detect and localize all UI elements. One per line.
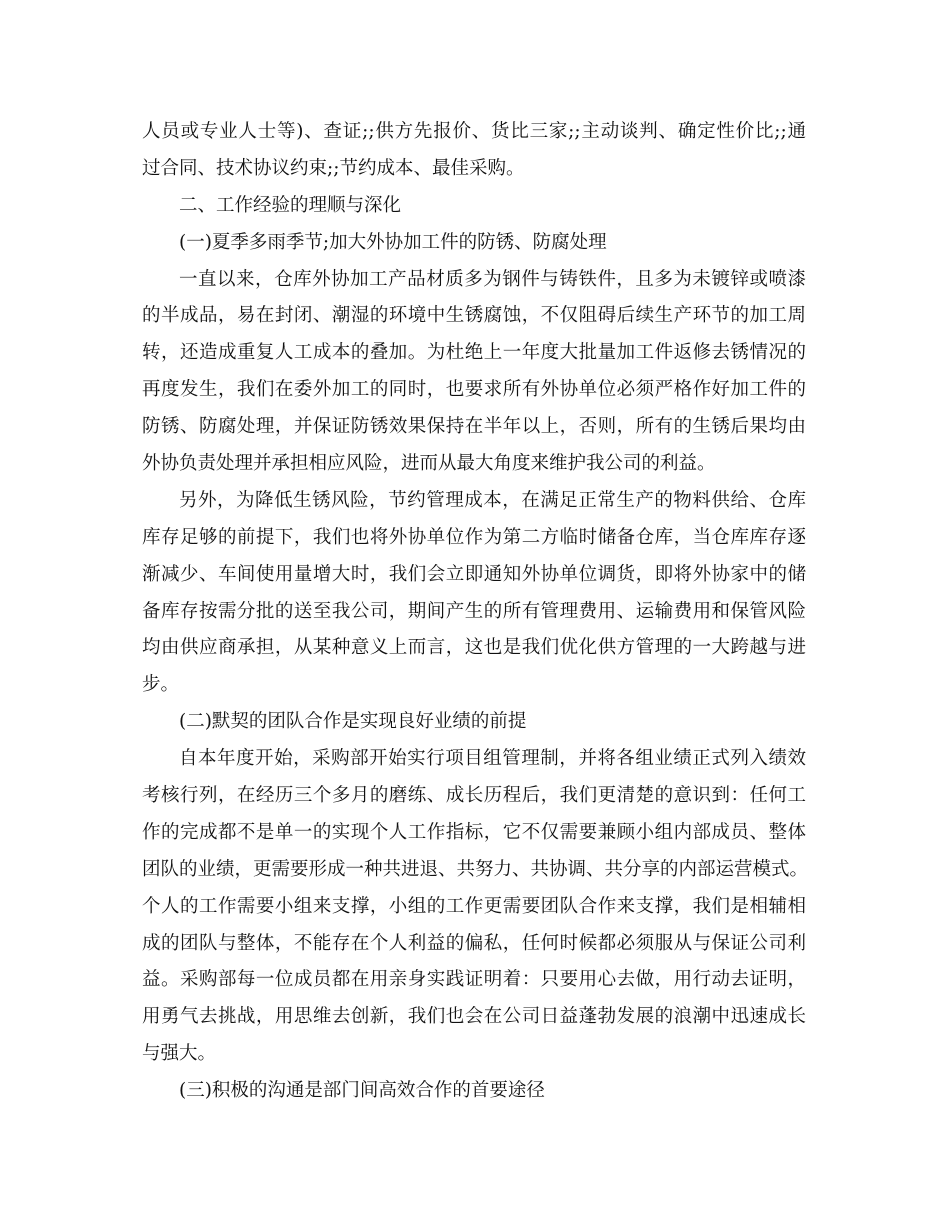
text-line: 用勇气去挑战，用思维去创新，我们也会在公司日益蓬勃发展的浪潮中迅速成长 [142, 1006, 806, 1028]
text-line: 团队的业绩，更需要形成一种共进退、共努力、共协调、共分享的内部运营模式。 [142, 858, 809, 880]
text-line: 人员或专业人士等)、查证;;供方先报价、货比三家;;主动谈判、确定性价比;;通 [142, 121, 806, 142]
section-heading: 二、工作经验的理顺与深化 [179, 194, 402, 216]
document-page [142, 114, 809, 1110]
subsection-heading: (三)积极的沟通是部门间高效合作的首要途径 [179, 1080, 545, 1102]
text-line: 再度发生，我们在委外加工的同时，也要求所有外协单位必须严格作好加工件的 [142, 379, 806, 401]
text-line: 防锈、防腐处理，并保证防锈效果保持在半年以上，否则，所有的生锈后果均由 [142, 416, 806, 438]
text-line: 成的团队与整体，不能存在个人利益的偏私，任何时候都必须服从与保证公司利 [142, 932, 806, 954]
text-line: 一直以来，仓库外协加工产品材质多为钢件与铸铁件，且多为未镀锌或喷漆 [179, 268, 806, 290]
text-line: 个人的工作需要小组来支撑，小组的工作更需要团队合作来支撑，我们是相辅相 [142, 895, 806, 917]
text-line: 均由供应商承担，从某种意义上而言，这也是我们优化供方管理的一大跨越与进 [142, 637, 806, 659]
text-line: 与强大。 [142, 1043, 217, 1065]
text-line: 另外，为降低生锈风险，节约管理成本，在满足正常生产的物料供给、仓库 [179, 489, 806, 511]
text-line: 转，还造成重复人工成本的叠加。为杜绝上一年度大批量加工件返修去锈情况的 [142, 342, 806, 364]
text-line: 备库存按需分批的送至我公司，期间产生的所有管理费用、运输费用和保管风险 [142, 600, 806, 622]
text-line: 过合同、技术协议约束;;节约成本、最佳采购。 [142, 157, 525, 179]
subsection-heading: (二)默契的团队合作是实现良好业绩的前提 [179, 711, 527, 733]
text-line: 考核行列，在经历三个多月的磨练、成长历程后，我们更清楚的意识到：任何工 [142, 785, 806, 807]
text-line: 渐减少、车间使用量增大时，我们会立即通知外协单位调货，即将外协家中的储 [142, 563, 806, 585]
text-line: 步。 [142, 674, 180, 696]
text-line: 作的完成都不是单一的实现个人工作指标，它不仅需要兼顾小组内部成员、整体 [142, 821, 806, 843]
text-line: 的半成品，易在封闭、潮湿的环境中生锈腐蚀，不仅阻碍后续生产环节的加工周 [142, 305, 806, 327]
text-line: 益。采购部每一位成员都在用亲身实践证明着：只要用心去做，用行动去证明， [142, 969, 806, 991]
text-line: 外协负责处理并承担相应风险，进而从最大角度来维护我公司的利益。 [142, 453, 716, 475]
text-line: 库存足够的前提下，我们也将外协单位作为第二方临时储备仓库，当仓库库存逐 [142, 526, 806, 548]
text-line: 自本年度开始，采购部开始实行项目组管理制，并将各组业绩正式列入绩效 [179, 748, 806, 770]
subsection-heading: (一)夏季多雨季节;加大外协加工件的防锈、防腐处理 [179, 231, 607, 253]
